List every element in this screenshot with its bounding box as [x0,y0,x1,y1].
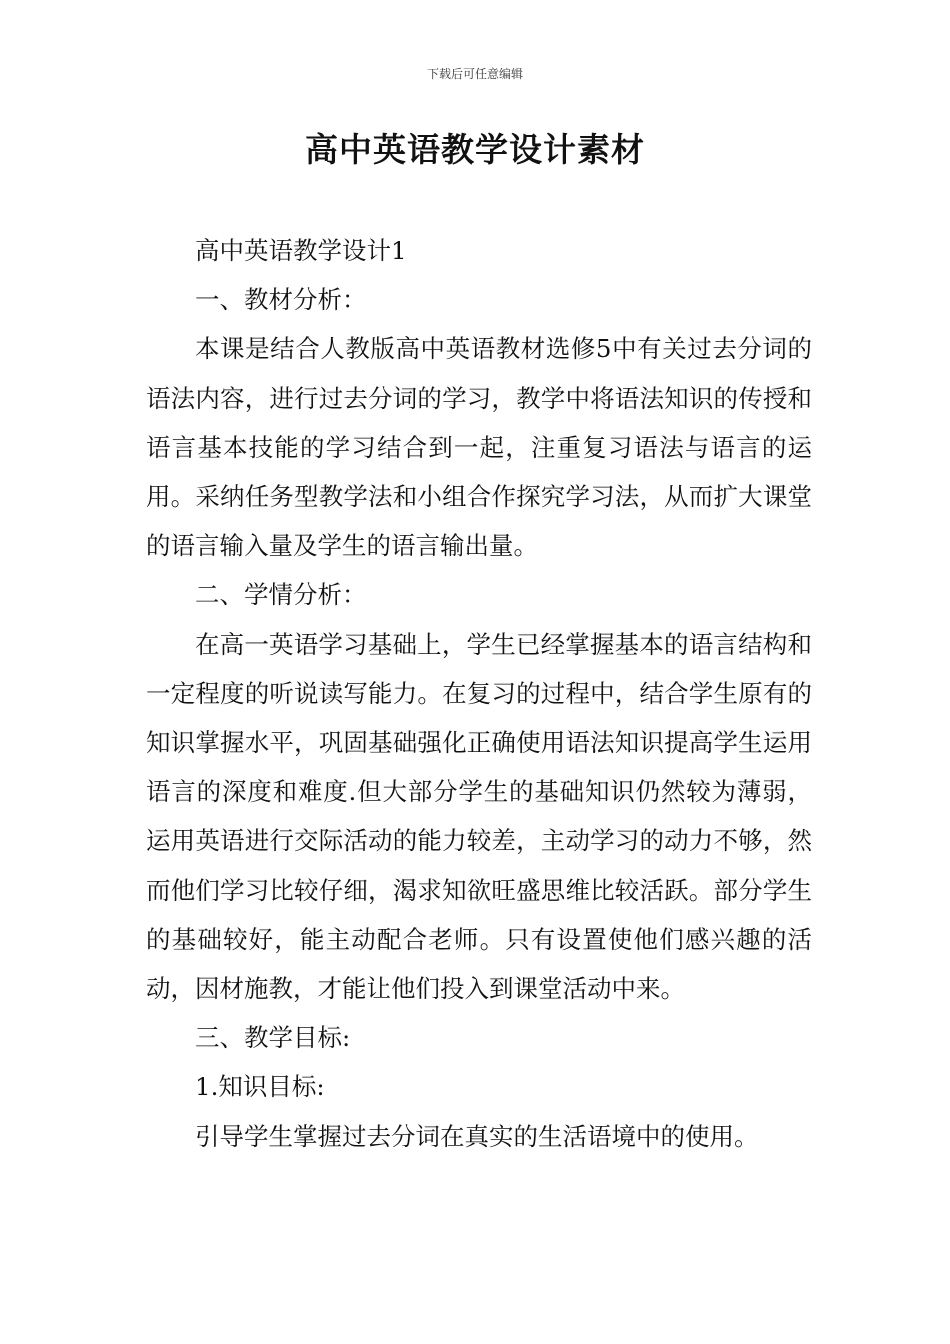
paragraph-heading-student-analysis: 二、学情分析： [195,580,367,610]
header-note: 下载后可任意编辑 [426,67,523,81]
paragraph-heading-textbook-analysis: 一、教材分析： [195,285,367,315]
paragraph-knowledge-goals: 引导学生掌握过去分词在真实的生活语境中的使用。 [195,1121,759,1151]
document-title: 高中英语教学设计素材 [305,130,645,169]
paragraph-heading-teaching-goals: 三、教学目标: [195,1023,351,1053]
paragraph-section-heading: 高中英语教学设计1 [195,236,407,265]
paragraph-heading-knowledge-goals: 1.知识目标: [195,1072,325,1102]
paragraph-student-analysis: 在高一英语学习基础上，学生已经掌握基本的语言结构和一定程度的听说读写能力。在复习的过程中，结合学生原有的知识掌握水平，巩固基础强化正确使用语法知识提高学生运用语言的深度和难度.但大部分学生的基础知识仍然较为薄弱，运用英语进行交际活动的能力较差，主动学习的动力不够，然而他们学习比较仔细，渴求知欲旺盛思维比较活跃。部分学生的基础较好，能主动配合老师。只有设置使他们感兴趣的活动，因材施教，才能让他们投入到课堂活动中来。 [146,629,812,1004]
document-body [146,226,812,1161]
paragraph-textbook-analysis: 本课是结合人教版高中英语教材选修5中有关过去分词的语法内容，进行过去分词的学习，教学中将语法知识的传授和语言基本技能的学习结合到一起，注重复习语法与语言的运用。采纳任务型教学法和小组合作探究学习法，从而扩大课堂的语言输入量及学生的语言输出量。 [146,334,812,561]
